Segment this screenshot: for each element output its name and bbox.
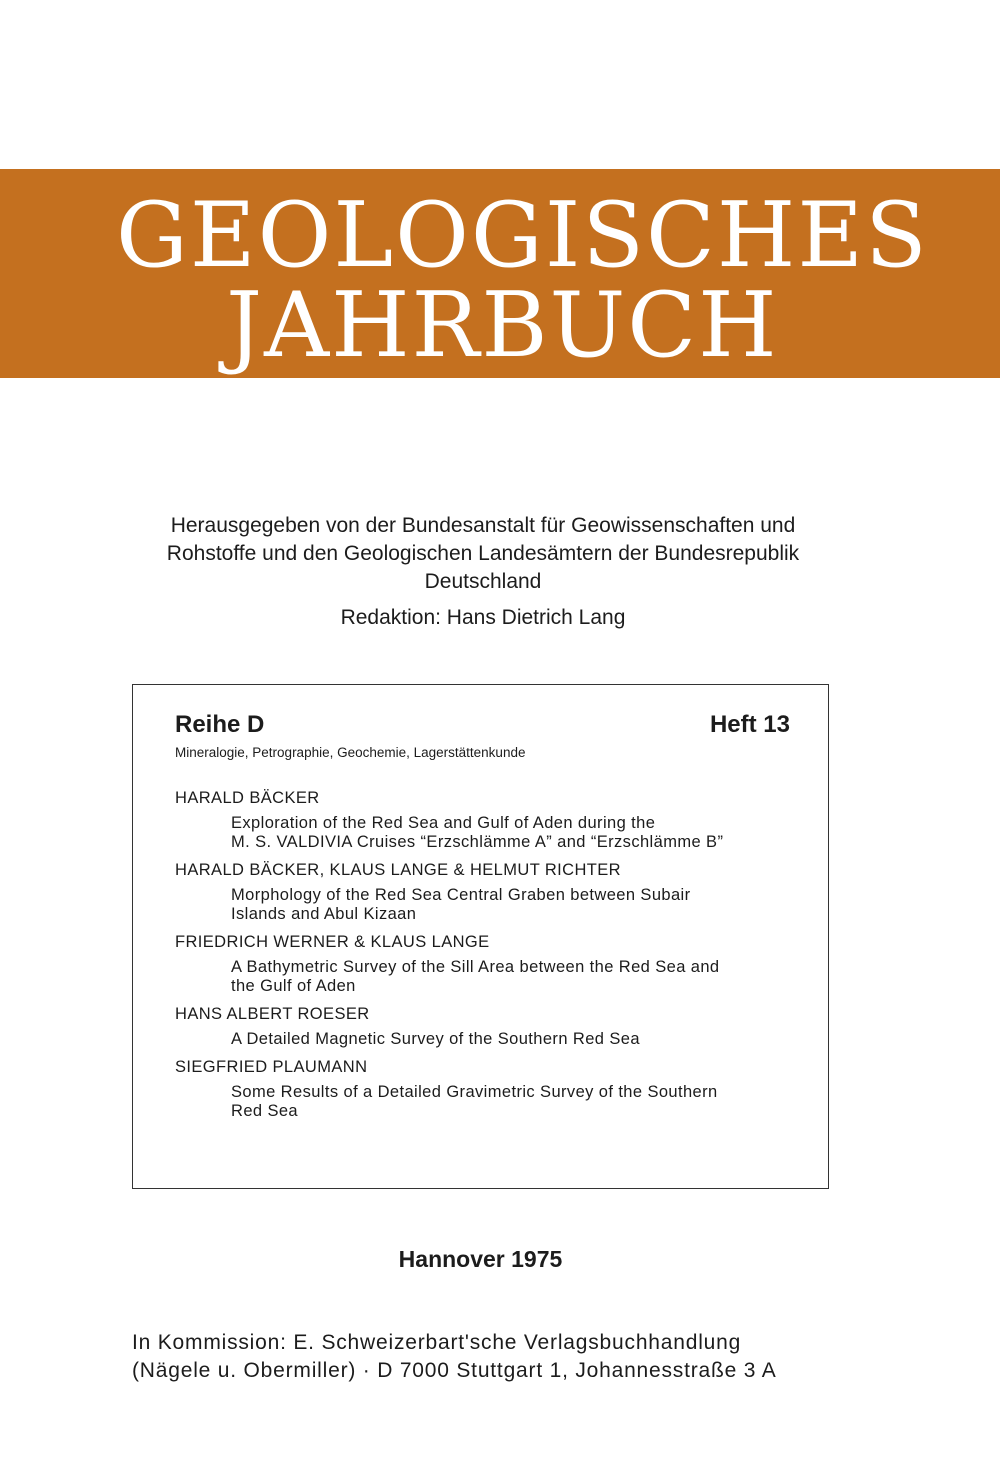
editor-credit: Redaktion: Hans Dietrich Lang [340, 606, 626, 629]
distributor-line-1: In Kommission: E. Schweizerbart'sche Verlagsbuchhandlung [132, 1331, 742, 1354]
article-title-line: Islands and Abul Kizaan [231, 905, 417, 923]
article-title-line: Morphology of the Red Sea Central Graben between Subair [231, 886, 691, 904]
article-entry [175, 932, 795, 996]
article-title-line: M. S. VALDIVIA Cruises “Erzschlämme A” and “Erzschlämme B” [231, 833, 724, 851]
journal-title-line-1: GEOLOGISCHES [116, 183, 929, 288]
article-title [231, 958, 797, 996]
article-entry [175, 860, 795, 924]
subject-areas: Mineralogie, Petrographie, Geochemie, Lagerstättenkunde [175, 745, 526, 760]
publisher-statement [120, 512, 846, 632]
article-title-line: Red Sea [231, 1102, 299, 1120]
article-list [175, 788, 795, 1129]
article-title [231, 886, 797, 924]
article-author: HARALD BÄCKER, KLAUS LANGE & HELMUT RICHTER [175, 861, 621, 879]
distributor-line-2: (Nägele u. Obermiller) · D 7000 Stuttgart 1, Johannesstraße 3 A [132, 1359, 777, 1382]
article-author: HARALD BÄCKER [175, 789, 320, 807]
place-and-year: Hannover 1975 [398, 1246, 563, 1272]
article-title [231, 814, 797, 852]
issue-label: Heft 13 [709, 711, 790, 738]
article-entry [175, 1004, 795, 1049]
article-entry [175, 1057, 795, 1121]
distributor-imprint [132, 1329, 832, 1385]
article-title [231, 1083, 797, 1121]
article-author: FRIEDRICH WERNER & KLAUS LANGE [175, 933, 490, 951]
publisher-line-1: Herausgegeben von der Bundesanstalt für Geowissenschaften und [170, 514, 796, 537]
journal-title-band [0, 169, 1000, 378]
publisher-line-2: Rohstoffe und den Geologischen Landesämtern der Bundesrepublik [166, 542, 800, 565]
journal-title-line-2: JAHRBUCH [226, 273, 779, 378]
article-title-line: Some Results of a Detailed Gravimetric Survey of the Southern [231, 1083, 718, 1101]
article-author: SIEGFRIED PLAUMANN [175, 1058, 368, 1076]
publisher-line-3: Deutschland [424, 570, 542, 593]
article-entry [175, 788, 795, 852]
article-author: HANS ALBERT ROESER [175, 1005, 370, 1023]
contents-box [132, 684, 829, 1189]
series-label: Reihe D [175, 711, 265, 738]
article-title-line: A Detailed Magnetic Survey of the Southern Red Sea [231, 1030, 640, 1048]
article-title [231, 1030, 797, 1049]
article-title-line: Exploration of the Red Sea and Gulf of Aden during the [231, 814, 656, 832]
article-title-line: A Bathymetric Survey of the Sill Area between the Red Sea and [231, 958, 720, 976]
article-title-line: the Gulf of Aden [231, 977, 356, 995]
